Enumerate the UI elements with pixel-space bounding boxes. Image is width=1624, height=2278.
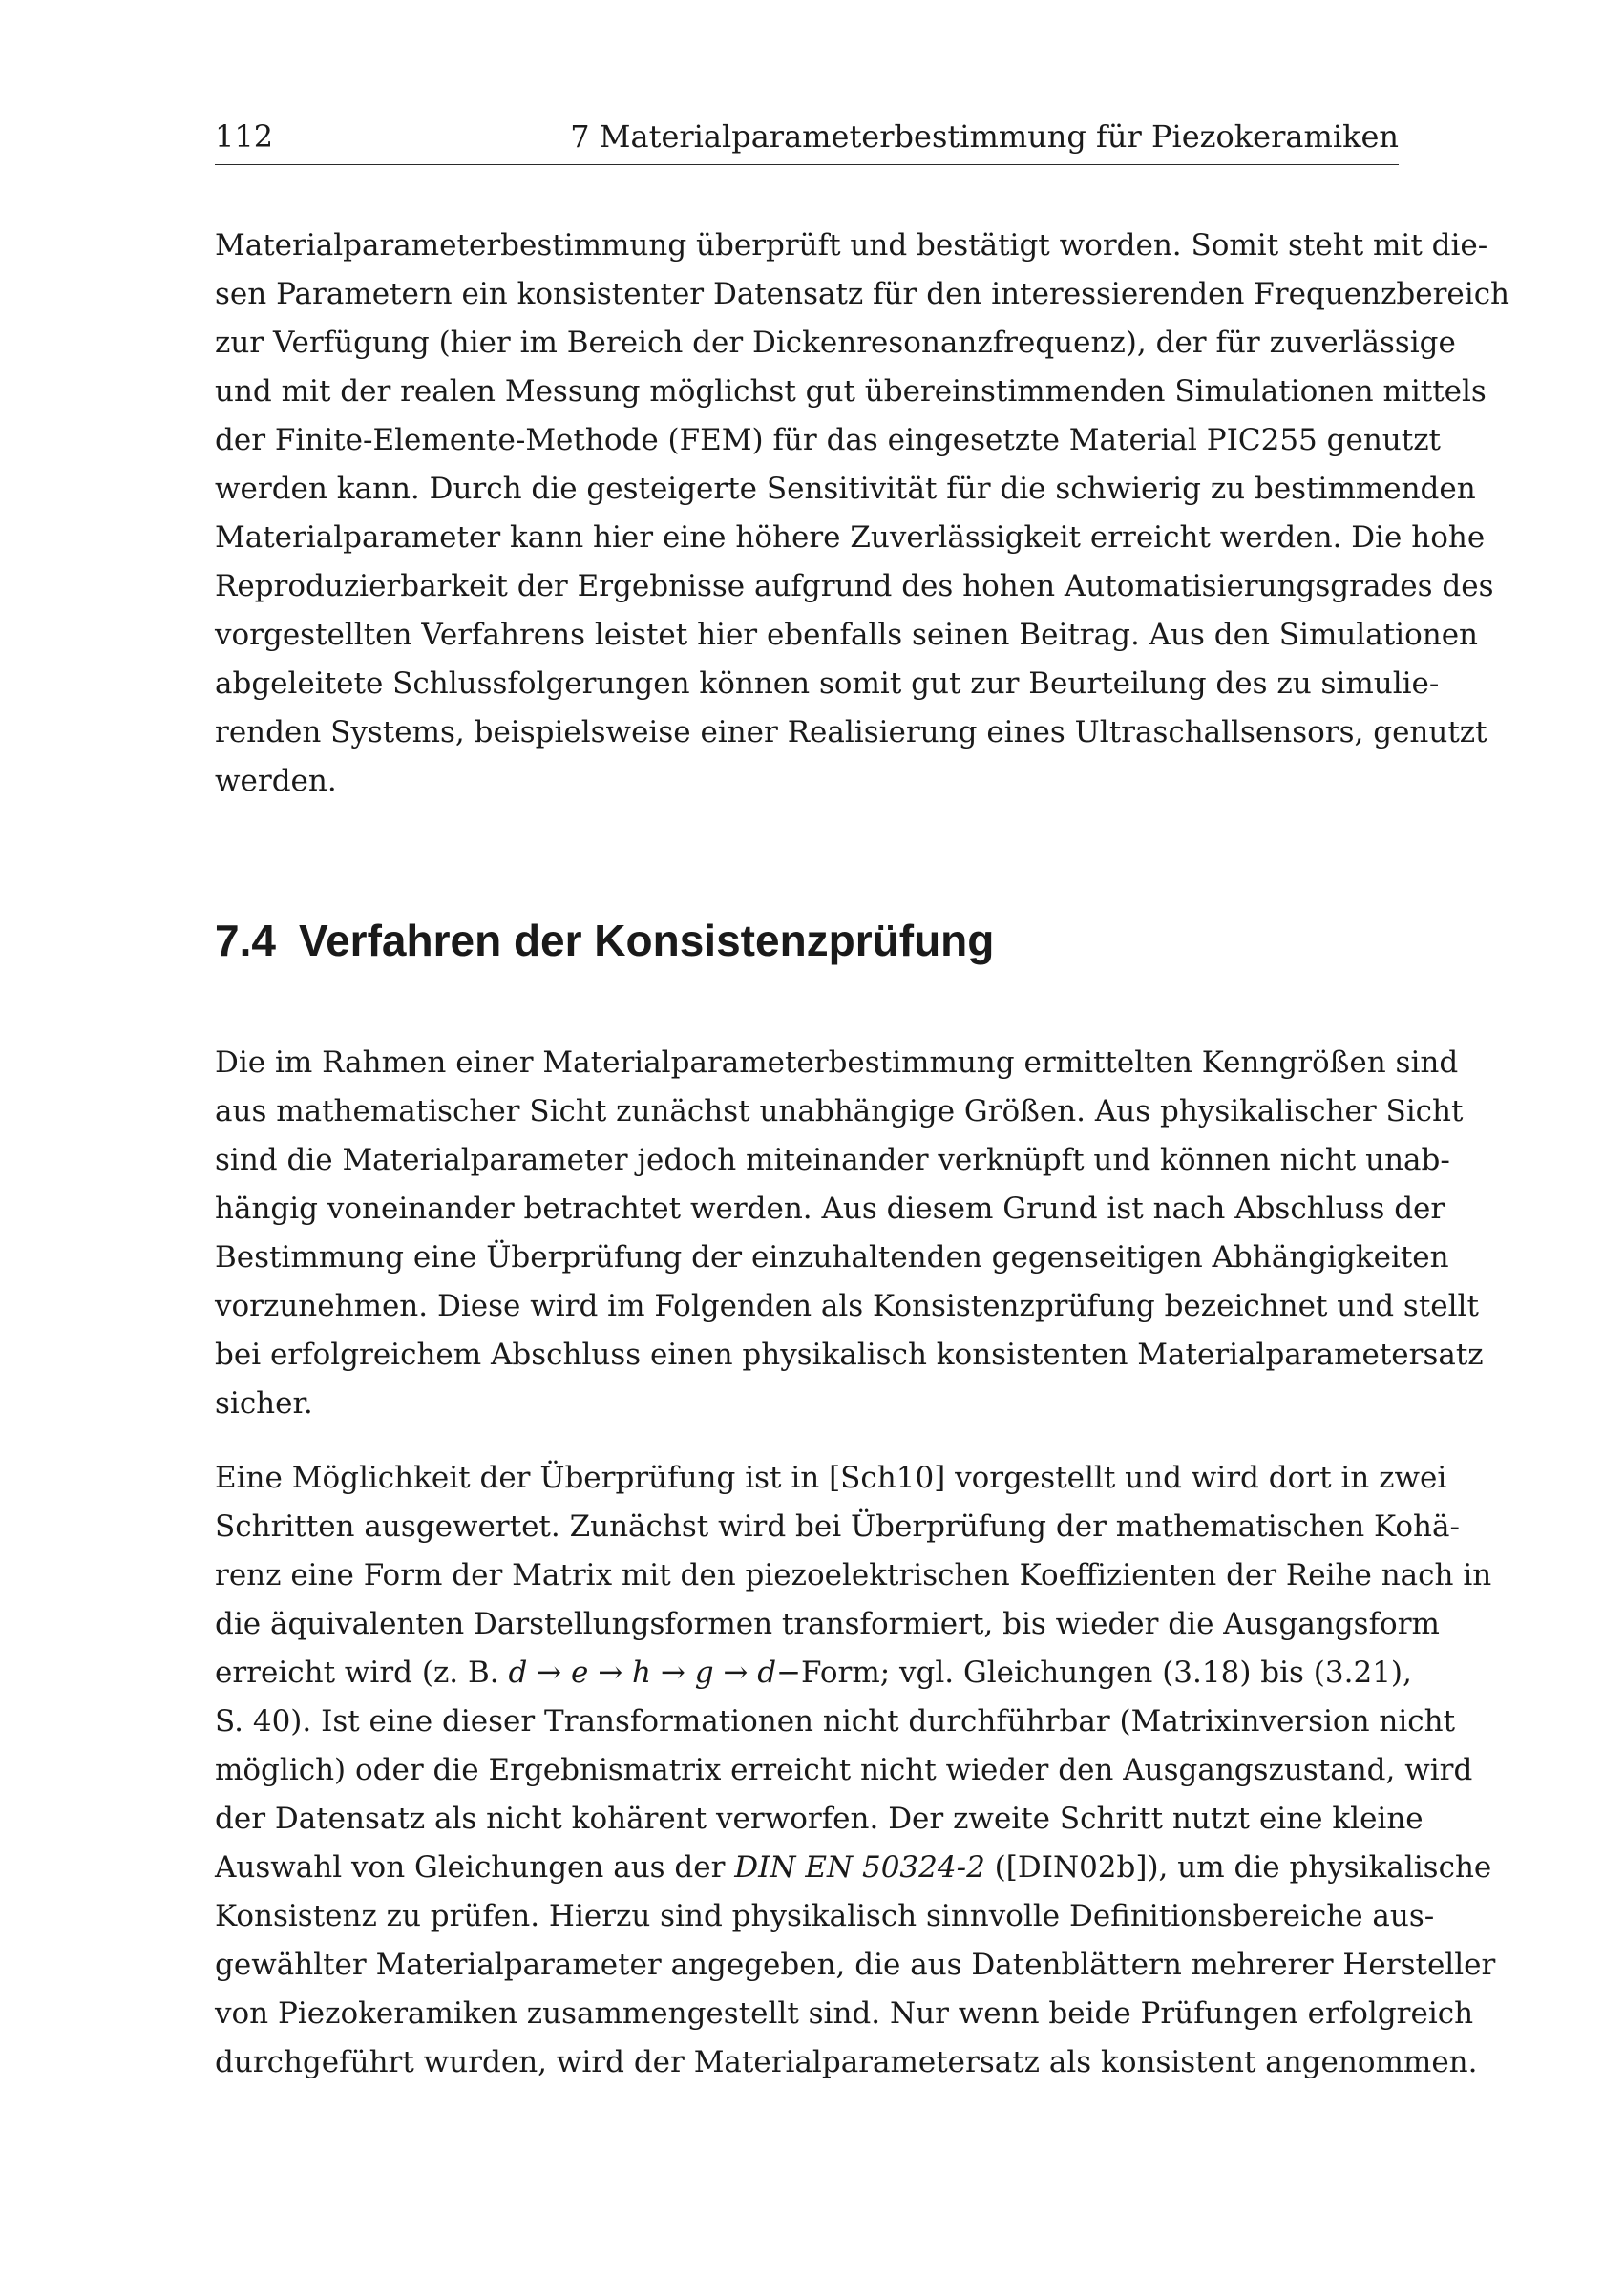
- chapter-title: 7 Materialparameterbestimmung für Piezokeramiken: [570, 118, 1399, 155]
- text-line: durchgeführt wurden, wird der Materialparametersatz als konsistent angenommen.: [215, 2045, 1478, 2079]
- text-line: Schritten ausgewertet. Zunächst wird bei Überprüfung der mathematischen Kohä-: [215, 1509, 1460, 1544]
- text-line: Eine Möglichkeit der Überprüfung ist in [Sch10] vorgestellt und wird dort in zwei: [215, 1461, 1447, 1495]
- text-segment: −Form; vgl. Gleichungen (3.18) bis (3.21),: [776, 1656, 1412, 1690]
- paragraph-check-procedure: [215, 1454, 1496, 2087]
- text-line: möglich) oder die Ergebnismatrix erreicht nicht wieder den Ausgangszustand, wird: [215, 1753, 1473, 1787]
- standard-title: DIN EN 50324-2: [734, 1850, 985, 1885]
- section-heading: [215, 912, 994, 969]
- text-line: Bestimmung eine Überprüfung der einzuhaltenden gegenseitigen Abhängigkeiten: [215, 1240, 1449, 1275]
- page-number: 112: [215, 118, 274, 155]
- section-number: 7.4: [215, 916, 276, 965]
- transformation-chain: d → e → h → g → d: [508, 1656, 777, 1690]
- text-line: sind die Materialparameter jedoch miteinander verknüpft und können nicht unab-: [215, 1143, 1450, 1177]
- text-line-with-math: [215, 1649, 1412, 1698]
- text-line: Konsistenz zu prüfen. Hierzu sind physikalisch sinnvolle Definitionsbereiche aus-: [215, 1899, 1435, 1933]
- text-line: Reproduzierbarkeit der Ergebnisse aufgrund des hohen Automatisierungsgrades des: [215, 569, 1494, 603]
- text-line: Materialparameter kann hier eine höhere Zuverlässigkeit erreicht werden. Die hohe: [215, 520, 1486, 555]
- text-segment: Auswahl von Gleichungen aus der: [215, 1850, 735, 1885]
- paragraph-consistent-dataset: [215, 221, 1510, 806]
- text-line: abgeleitete Schlussfolgerungen können somit gut zur Beurteilung des zu simulie-: [215, 666, 1440, 701]
- text-line: bei erfolgreichem Abschluss einen physikalisch konsistenten Materialparametersatz: [215, 1338, 1484, 1372]
- text-line: hängig voneinander betrachtet werden. Aus diesem Grund ist nach Abschluss der: [215, 1192, 1445, 1226]
- text-line: renz eine Form der Matrix mit den piezoelektrischen Koeffizienten der Reihe nach in: [215, 1558, 1492, 1592]
- text-line: die äquivalenten Darstellungsformen transformiert, bis wieder die Ausgangsform: [215, 1607, 1440, 1641]
- text-line: vorgestellten Verfahrens leistet hier ebenfalls seinen Beitrag. Aus den Simulationen: [215, 618, 1479, 652]
- text-line: S. 40). Ist eine dieser Transformationen nicht durchführbar (Matrixinversion nicht: [215, 1704, 1456, 1739]
- text-line: sicher.: [215, 1386, 313, 1421]
- text-line: werden.: [215, 764, 337, 798]
- text-line: der Finite-Elemente-Methode (FEM) für das eingesetzte Material PIC255 genutzt: [215, 423, 1442, 457]
- text-segment: ([DIN02b]), um die physikalische: [984, 1850, 1492, 1885]
- paragraph-consistency-intro: [215, 1039, 1484, 1428]
- text-line: vorzunehmen. Diese wird im Folgenden als Konsistenzprüfung bezeichnet und stellt: [215, 1289, 1479, 1323]
- text-line: der Datensatz als nicht kohärent verworfen. Der zweite Schritt nutzt eine kleine: [215, 1802, 1424, 1836]
- text-line: Materialparameterbestimmung überprüft und bestätigt worden. Somit steht mit die-: [215, 228, 1488, 263]
- text-line: werden kann. Durch die gesteigerte Sensitivität für die schwierig zu bestimmenden: [215, 472, 1476, 506]
- text-line: gewählter Materialparameter angegeben, die aus Datenblättern mehrerer Hersteller: [215, 1948, 1496, 1982]
- text-line: von Piezokeramiken zusammengestellt sind. Nur wenn beide Prüfungen erfolgreich: [215, 1996, 1474, 2031]
- text-line: Die im Rahmen einer Materialparameterbestimmung ermittelten Kenngrößen sind: [215, 1045, 1459, 1080]
- text-line: sen Parametern ein konsistenter Datensatz für den interessierenden Frequenzbereich: [215, 277, 1510, 311]
- text-line: aus mathematischer Sicht zunächst unabhängige Größen. Aus physikalischer Sicht: [215, 1094, 1464, 1128]
- text-line: zur Verfügung (hier im Bereich der Dickenresonanzfrequenz), der für zuverlässige: [215, 326, 1456, 360]
- text-line: und mit der realen Messung möglichst gut übereinstimmenden Simulationen mittels: [215, 374, 1487, 409]
- running-header: [215, 116, 1399, 165]
- section-title: Verfahren der Konsistenzprüfung: [298, 916, 995, 965]
- text-line: renden Systems, beispielsweise einer Realisierung eines Ultraschallsensors, genutzt: [215, 715, 1487, 749]
- text-segment: erreicht wird (z. B.: [215, 1656, 509, 1690]
- text-line-with-citation: [215, 1844, 1492, 1892]
